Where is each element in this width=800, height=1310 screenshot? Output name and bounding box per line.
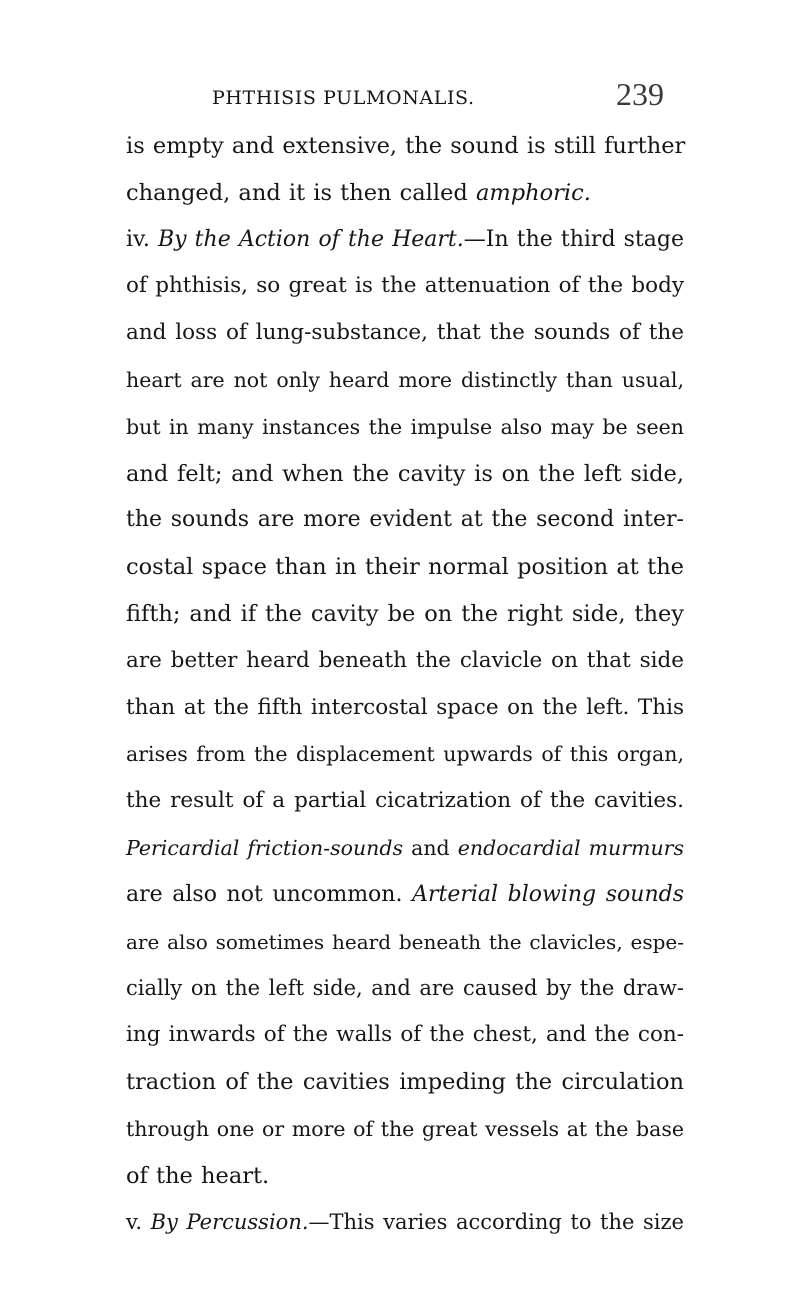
text-segment: fifth; and if the cavity be on the right side, they — [126, 600, 684, 627]
text-line — [126, 263, 684, 310]
text-segment: arises from the displacement upwards of this organ, — [126, 742, 684, 767]
text-segment: are better heard beneath the clavicle on that side — [126, 647, 684, 673]
text-segment: changed, and it is then called — [126, 179, 476, 206]
text-segment: iv. — [126, 226, 158, 252]
body-text — [126, 123, 684, 1246]
text-line — [126, 638, 684, 685]
text-line — [126, 731, 684, 778]
text-line — [126, 685, 684, 732]
italic-text: By the Action of the Heart. — [157, 226, 464, 252]
text-line — [126, 591, 684, 638]
text-segment: ing inwards of the walls of the chest, and the con- — [126, 1022, 684, 1048]
text-segment: and felt; and when the cavity is on the left side, — [126, 460, 684, 487]
text-segment: are also sometimes heard beneath the clavicles, espe- — [126, 929, 684, 954]
text-line — [126, 919, 684, 966]
text-segment: is empty and extensive, the sound is still further — [126, 133, 686, 159]
text-segment: and loss of lung-substance, that the sounds of the — [126, 320, 684, 346]
text-line — [126, 544, 684, 591]
text-line — [126, 310, 684, 357]
running-title: PHTHISIS PULMONALIS. — [212, 87, 475, 109]
page-number: 239 — [616, 76, 664, 112]
text-line — [126, 778, 684, 825]
text-line — [126, 123, 684, 170]
italic-text: By Percussion. — [150, 1210, 309, 1235]
text-segment: of the heart. — [126, 1162, 270, 1189]
text-segment: cially on the left side, and are caused by the draw- — [126, 976, 684, 1001]
italic-text: endocardial murmurs — [457, 835, 684, 860]
text-line — [126, 1199, 684, 1246]
text-line — [126, 217, 684, 264]
text-segment: and — [403, 835, 458, 860]
text-segment: heart are not only heard more distinctly than usual, — [126, 367, 684, 392]
text-segment: the sounds are more evident at the second inter- — [126, 507, 684, 533]
italic-text: Arterial blowing sounds — [412, 881, 684, 907]
text-segment: but in many instances the impulse also may be seen — [126, 414, 684, 439]
text-line — [126, 872, 684, 919]
text-segment: v. — [126, 1210, 151, 1235]
text-line — [126, 825, 684, 872]
text-line — [126, 451, 684, 498]
text-segment: through one or more of the great vessels at the base — [126, 1116, 684, 1141]
text-segment: —This varies according to the size — [308, 1210, 684, 1235]
running-head — [0, 72, 800, 112]
text-line — [126, 497, 684, 544]
text-segment: costal space than in their normal position at the — [126, 554, 684, 581]
text-line — [126, 1153, 684, 1200]
text-line — [126, 1012, 684, 1059]
text-line — [126, 965, 684, 1012]
text-line — [126, 1059, 684, 1106]
text-line — [126, 357, 684, 404]
text-segment: than at the fifth intercostal space on the left. This — [126, 694, 684, 720]
text-line — [126, 1106, 684, 1153]
text-segment: are also not uncommon. — [126, 881, 413, 907]
text-segment: the result of a partial cicatrization of the cavities. — [126, 788, 684, 814]
text-segment: —In the third stage — [463, 226, 684, 252]
text-line — [126, 170, 684, 217]
text-segment: of phthisis, so great is the attenuation of the body — [126, 273, 684, 299]
text-segment: traction of the cavities impeding the circulation — [126, 1068, 684, 1095]
text-line — [126, 404, 684, 451]
italic-text: Pericardial friction-sounds — [126, 835, 404, 860]
italic-text: amphoric. — [475, 179, 591, 206]
